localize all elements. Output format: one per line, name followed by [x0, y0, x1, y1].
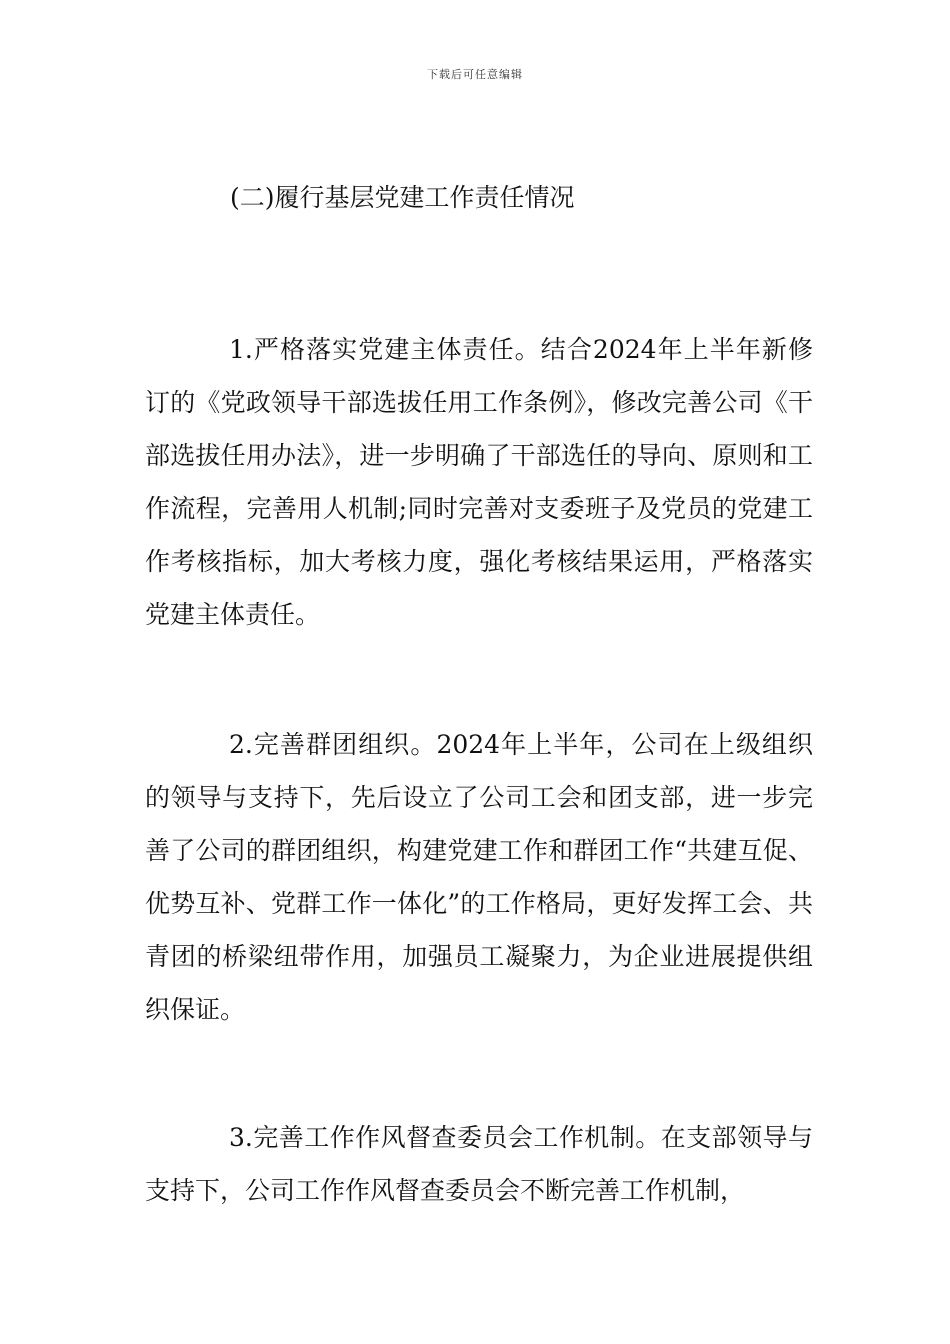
- paragraph-2: 2.完善群团组织。2024年上半年，公司在上级组织的领导与支持下，先后设立了公司工会和团支部，进一步完善了公司的群团组织，构建党建工作和群团工作“共建互促、优势互补、党群工作一体化”的工作格局，更好发挥工会、共青团的桥梁纽带作用，加强员工凝聚力，为企业进展提供组织保证。: [145, 730, 813, 1024]
- paragraph-1: 1.严格落实党建主体责任。结合2024年上半年新修订的《党政领导干部选拔任用工作条例》，修改完善公司《干部选拔任用办法》，进一步明确了干部选任的导向、原则和工作流程，完善用人机制;同时完善对支委班子及党员的党建工作考核指标，加大考核力度，强化考核结果运用，严格落实党建主体责任。: [145, 335, 813, 629]
- section-heading: (二)履行基层党建工作责任情况: [230, 183, 575, 212]
- paragraph-3: 3.完善工作作风督查委员会工作机制。在支部领导与支持下，公司工作作风督查委员会不断完善工作机制，: [145, 1123, 813, 1205]
- page-header-note: 下载后可任意编辑: [427, 68, 523, 81]
